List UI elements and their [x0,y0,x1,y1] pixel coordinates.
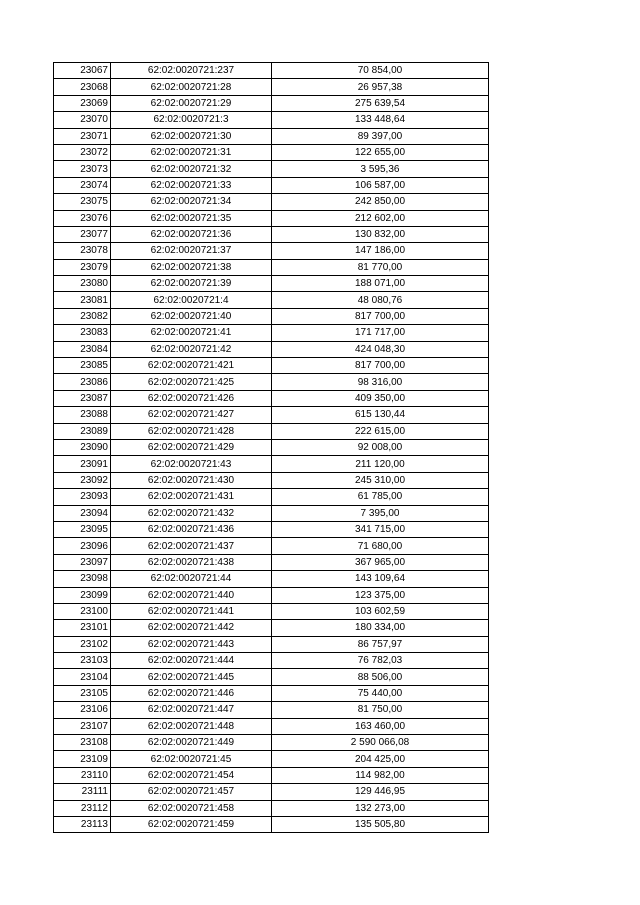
cadastral-number-cell: 62:02:0020721:421 [111,358,272,374]
cadastral-number-cell: 62:02:0020721:449 [111,735,272,751]
row-number-cell: 23073 [54,161,111,177]
cadastral-value-cell: 245 310,00 [272,472,489,488]
cadastral-number-cell: 62:02:0020721:446 [111,685,272,701]
cadastral-value-cell: 341 715,00 [272,521,489,537]
cadastral-value-cell: 75 440,00 [272,685,489,701]
cadastral-number-cell: 62:02:0020721:44 [111,571,272,587]
row-number-cell: 23092 [54,472,111,488]
table-row [54,95,489,111]
cadastral-value-cell: 86 757,97 [272,636,489,652]
table-row [54,554,489,570]
table-row [54,735,489,751]
row-number-cell: 23101 [54,620,111,636]
table-row [54,521,489,537]
cadastral-number-cell: 62:02:0020721:427 [111,407,272,423]
cadastral-number-cell: 62:02:0020721:31 [111,144,272,160]
cadastral-number-cell: 62:02:0020721:426 [111,390,272,406]
cadastral-value-cell: 135 505,80 [272,816,489,832]
cadastral-value-cell: 26 957,38 [272,79,489,95]
cadastral-number-cell: 62:02:0020721:35 [111,210,272,226]
cadastral-number-cell: 62:02:0020721:28 [111,79,272,95]
row-number-cell: 23106 [54,702,111,718]
row-number-cell: 23110 [54,767,111,783]
cadastral-value-cell: 275 639,54 [272,95,489,111]
cadastral-number-cell: 62:02:0020721:430 [111,472,272,488]
cadastral-number-cell: 62:02:0020721:454 [111,767,272,783]
cadastral-number-cell: 62:02:0020721:3 [111,112,272,128]
table-row [54,194,489,210]
table-row [54,505,489,521]
row-number-cell: 23068 [54,79,111,95]
cadastral-number-cell: 62:02:0020721:442 [111,620,272,636]
cadastral-value-cell: 81 770,00 [272,259,489,275]
cadastral-value-cell: 114 982,00 [272,767,489,783]
row-number-cell: 23079 [54,259,111,275]
cadastral-value-cell: 211 120,00 [272,456,489,472]
cadastral-number-cell: 62:02:0020721:42 [111,341,272,357]
cadastral-value-cell: 222 615,00 [272,423,489,439]
cadastral-value-cell: 92 008,00 [272,439,489,455]
table-row [54,685,489,701]
table-row [54,292,489,308]
cadastral-number-cell: 62:02:0020721:43 [111,456,272,472]
table-row [54,358,489,374]
row-number-cell: 23078 [54,243,111,259]
cadastral-number-cell: 62:02:0020721:33 [111,177,272,193]
row-number-cell: 23084 [54,341,111,357]
table-row [54,276,489,292]
table-row [54,259,489,275]
cadastral-value-cell: 212 602,00 [272,210,489,226]
cadastral-value-cell: 143 109,64 [272,571,489,587]
cadastral-value-cell: 89 397,00 [272,128,489,144]
table-row [54,636,489,652]
row-number-cell: 23093 [54,489,111,505]
cadastral-number-cell: 62:02:0020721:457 [111,784,272,800]
row-number-cell: 23103 [54,653,111,669]
row-number-cell: 23099 [54,587,111,603]
table-row [54,702,489,718]
row-number-cell: 23085 [54,358,111,374]
row-number-cell: 23098 [54,571,111,587]
cadastral-value-cell: 133 448,64 [272,112,489,128]
row-number-cell: 23089 [54,423,111,439]
cadastral-value-cell: 7 395,00 [272,505,489,521]
table-row [54,538,489,554]
cadastral-value-cell: 242 850,00 [272,194,489,210]
row-number-cell: 23080 [54,276,111,292]
row-number-cell: 23100 [54,603,111,619]
table-row [54,489,489,505]
table-row [54,603,489,619]
row-number-cell: 23081 [54,292,111,308]
cadastral-value-cell: 188 071,00 [272,276,489,292]
cadastral-number-cell: 62:02:0020721:36 [111,226,272,242]
cadastral-number-cell: 62:02:0020721:41 [111,325,272,341]
cadastral-value-cell: 122 655,00 [272,144,489,160]
table-row [54,571,489,587]
cadastral-value-cell: 163 460,00 [272,718,489,734]
table-row [54,751,489,767]
cadastral-number-cell: 62:02:0020721:38 [111,259,272,275]
cadastral-value-cell: 98 316,00 [272,374,489,390]
cadastral-number-cell: 62:02:0020721:429 [111,439,272,455]
cadastral-number-cell: 62:02:0020721:432 [111,505,272,521]
cadastral-value-cell: 70 854,00 [272,63,489,79]
table-row [54,669,489,685]
cadastral-value-cell: 2 590 066,08 [272,735,489,751]
row-number-cell: 23107 [54,718,111,734]
cadastral-number-cell: 62:02:0020721:447 [111,702,272,718]
cadastral-value-cell: 106 587,00 [272,177,489,193]
table-row [54,407,489,423]
row-number-cell: 23095 [54,521,111,537]
cadastral-value-cell: 81 750,00 [272,702,489,718]
cadastral-value-cell: 71 680,00 [272,538,489,554]
table-row [54,423,489,439]
row-number-cell: 23076 [54,210,111,226]
cadastral-value-cell: 88 506,00 [272,669,489,685]
cadastral-number-cell: 62:02:0020721:440 [111,587,272,603]
cadastral-number-cell: 62:02:0020721:425 [111,374,272,390]
table-row [54,653,489,669]
table-row [54,784,489,800]
cadastral-value-cell: 103 602,59 [272,603,489,619]
cadastral-number-cell: 62:02:0020721:428 [111,423,272,439]
table-body [54,63,489,833]
table-row [54,341,489,357]
cadastral-table [53,62,489,833]
row-number-cell: 23069 [54,95,111,111]
table-row [54,226,489,242]
cadastral-value-cell: 48 080,76 [272,292,489,308]
table-row [54,177,489,193]
row-number-cell: 23070 [54,112,111,128]
table-row [54,390,489,406]
table-row [54,718,489,734]
table-row [54,816,489,832]
row-number-cell: 23088 [54,407,111,423]
table-row [54,161,489,177]
table-row [54,325,489,341]
cadastral-value-cell: 409 350,00 [272,390,489,406]
table-row [54,79,489,95]
row-number-cell: 23109 [54,751,111,767]
cadastral-number-cell: 62:02:0020721:443 [111,636,272,652]
row-number-cell: 23067 [54,63,111,79]
table-row [54,308,489,324]
cadastral-value-cell: 424 048,30 [272,341,489,357]
cadastral-value-cell: 817 700,00 [272,358,489,374]
row-number-cell: 23072 [54,144,111,160]
cadastral-number-cell: 62:02:0020721:436 [111,521,272,537]
row-number-cell: 23091 [54,456,111,472]
cadastral-number-cell: 62:02:0020721:30 [111,128,272,144]
cadastral-number-cell: 62:02:0020721:237 [111,63,272,79]
table-row [54,128,489,144]
cadastral-number-cell: 62:02:0020721:34 [111,194,272,210]
cadastral-number-cell: 62:02:0020721:437 [111,538,272,554]
row-number-cell: 23112 [54,800,111,816]
table-row [54,439,489,455]
cadastral-value-cell: 171 717,00 [272,325,489,341]
row-number-cell: 23094 [54,505,111,521]
cadastral-number-cell: 62:02:0020721:445 [111,669,272,685]
cadastral-number-cell: 62:02:0020721:32 [111,161,272,177]
table-row [54,587,489,603]
row-number-cell: 23074 [54,177,111,193]
cadastral-number-cell: 62:02:0020721:459 [111,816,272,832]
row-number-cell: 23108 [54,735,111,751]
row-number-cell: 23077 [54,226,111,242]
cadastral-number-cell: 62:02:0020721:438 [111,554,272,570]
row-number-cell: 23075 [54,194,111,210]
table-row [54,620,489,636]
table-row [54,456,489,472]
cadastral-number-cell: 62:02:0020721:37 [111,243,272,259]
cadastral-number-cell: 62:02:0020721:29 [111,95,272,111]
table-row [54,767,489,783]
table-row [54,374,489,390]
row-number-cell: 23105 [54,685,111,701]
table-row [54,243,489,259]
row-number-cell: 23086 [54,374,111,390]
table-row [54,800,489,816]
cadastral-value-cell: 367 965,00 [272,554,489,570]
table-row [54,210,489,226]
row-number-cell: 23097 [54,554,111,570]
cadastral-value-cell: 817 700,00 [272,308,489,324]
cadastral-number-cell: 62:02:0020721:441 [111,603,272,619]
cadastral-number-cell: 62:02:0020721:40 [111,308,272,324]
cadastral-value-cell: 3 595,36 [272,161,489,177]
cadastral-value-cell: 61 785,00 [272,489,489,505]
row-number-cell: 23083 [54,325,111,341]
row-number-cell: 23113 [54,816,111,832]
row-number-cell: 23096 [54,538,111,554]
table-row [54,144,489,160]
row-number-cell: 23104 [54,669,111,685]
cadastral-number-cell: 62:02:0020721:4 [111,292,272,308]
cadastral-value-cell: 180 334,00 [272,620,489,636]
cadastral-value-cell: 129 446,95 [272,784,489,800]
cadastral-value-cell: 615 130,44 [272,407,489,423]
row-number-cell: 23071 [54,128,111,144]
table-row [54,112,489,128]
cadastral-value-cell: 147 186,00 [272,243,489,259]
row-number-cell: 23087 [54,390,111,406]
row-number-cell: 23090 [54,439,111,455]
cadastral-number-cell: 62:02:0020721:444 [111,653,272,669]
cadastral-number-cell: 62:02:0020721:45 [111,751,272,767]
table-row [54,63,489,79]
cadastral-value-cell: 132 273,00 [272,800,489,816]
row-number-cell: 23082 [54,308,111,324]
cadastral-value-cell: 130 832,00 [272,226,489,242]
cadastral-number-cell: 62:02:0020721:448 [111,718,272,734]
cadastral-value-cell: 76 782,03 [272,653,489,669]
row-number-cell: 23111 [54,784,111,800]
cadastral-value-sheet [53,62,489,833]
cadastral-number-cell: 62:02:0020721:39 [111,276,272,292]
cadastral-value-cell: 204 425,00 [272,751,489,767]
cadastral-number-cell: 62:02:0020721:431 [111,489,272,505]
cadastral-number-cell: 62:02:0020721:458 [111,800,272,816]
cadastral-value-cell: 123 375,00 [272,587,489,603]
table-row [54,472,489,488]
row-number-cell: 23102 [54,636,111,652]
